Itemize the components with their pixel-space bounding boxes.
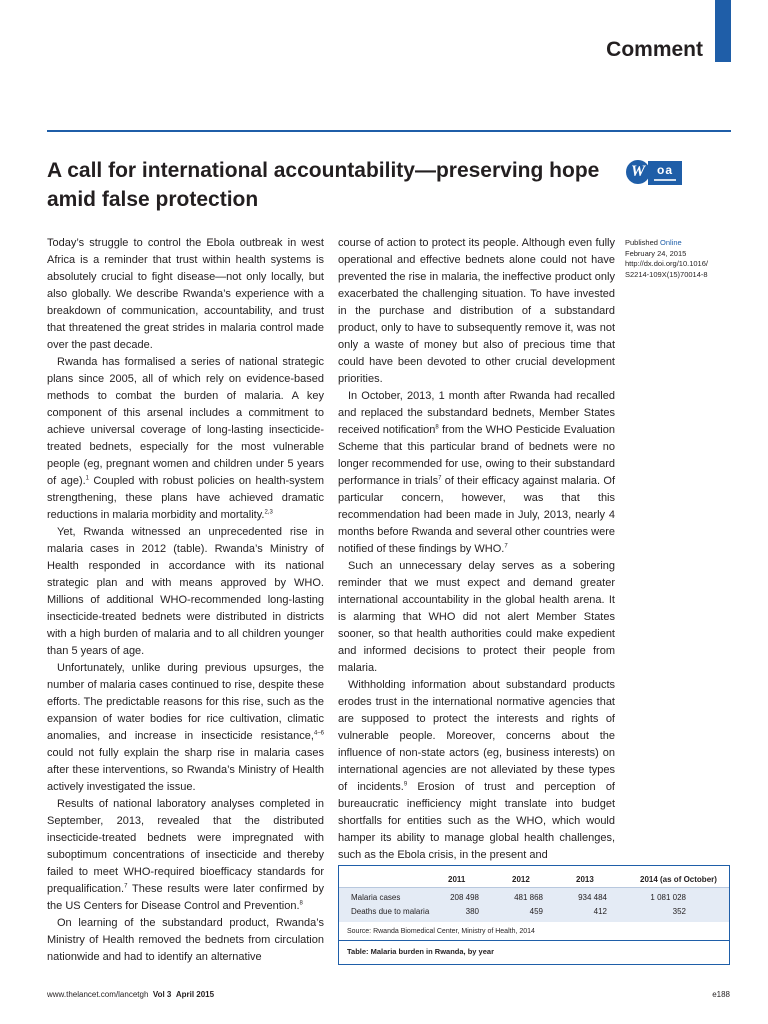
- paragraph-text: Erosion of trust and perception of bureaucratic inefficiency might translate into budget shortfalls for entities such as the WHO, which would hamper its ability to manage global health challenges, such as the Ebola crisis, in the present and: [338, 781, 615, 861]
- table-cell: 1 081 028: [650, 893, 686, 902]
- volume: Vol 3: [152, 990, 172, 999]
- table-cell: 481 868: [514, 893, 543, 902]
- paragraph: [47, 354, 324, 524]
- row-label: Malaria cases: [351, 893, 401, 902]
- table-caption: Table: Malaria burden in Rwanda, by year: [347, 947, 494, 956]
- paragraph: [338, 235, 615, 388]
- paragraph-text: Rwanda has formalised a series of national strategic plans since 2005, all of which rely on evidence-based methods to combat the burden of malaria. A key component of this arsenal includes a commitment to achieve universal coverage of long-lasting insecticide-treated bednets, especially for the most vulnerable people (eg, pregnant women and children under 5 years of age).: [47, 356, 324, 487]
- reference-marker[interactable]: 2,3: [264, 509, 273, 516]
- paragraph: [47, 915, 324, 966]
- table-body: [339, 888, 729, 922]
- w-badge-icon[interactable]: W: [626, 160, 650, 184]
- open-access-label: oa: [656, 163, 673, 177]
- paragraph: [338, 388, 615, 558]
- paragraph-text: Yet, Rwanda witnessed an unprecedented rise in malaria cases in 2012 (table). Rwanda’s Ministry of Health responded in accordance with its national strategic plan and with means approved by WHO. Millions of additional WHO-recommended long-lasting insecticide-treated bednets were distributed in districts with a high burden of malaria and to all children younger than 5 years of age.: [47, 526, 324, 657]
- page-number: e188: [712, 990, 730, 999]
- paragraph-text: In October, 2013, 1 month after Rwanda had recalled and replaced the substandard bednets, Member States received notification: [338, 390, 615, 436]
- paragraph-text: On learning of the substandard product, Rwanda’s Ministry of Health removed the bednets from circulation nationwide and had to identify an alternative: [47, 917, 324, 963]
- paragraph-text: Such an unnecessary delay serves as a sobering reminder that we must expect and demand greater international accountability in the global health arena. It is alarming that WHO did not alert Member States sooner, so that health authorities could make expedient and informed decisions to protect their people from malaria.: [338, 560, 615, 674]
- publication-sidenote: [625, 238, 725, 280]
- paragraph-text: Unfortunately, unlike during previous upsurges, the number of malaria cases continued to rise, despite these efforts. The predictable reasons for this rise, such as the expansion of water bodies for rice cultivation, climatic anomalies, and increase in insecticide resistance,: [47, 662, 324, 742]
- paragraph-text: Withholding information about substandard products erodes trust in the international normative agencies that are supposed to protect the interests and rights of vulnerable people. Moreover, concerns about the influence of non-state actors (eg, business interests) on international agencies are not alleviated by these types of incidents.: [338, 679, 615, 793]
- reference-marker[interactable]: 7: [504, 543, 508, 550]
- malaria-table: [338, 865, 730, 965]
- column-header: 2013: [576, 875, 594, 884]
- journal-url[interactable]: www.thelancet.com/lancetgh: [47, 990, 149, 999]
- row-label: Deaths due to malaria: [351, 907, 430, 916]
- table-cell: 412: [593, 907, 607, 916]
- paragraph-text: course of action to protect its people. Although even fully operational and effective bednets alone could not have prevented the rise in malaria, the ineffective product only exacerbated the challenging situation. To have invested in the purchase and distribution of a substandard product, only to have to subsequently remove it, was not only a waste of money but also of precious time that could have been devoted to other crucial development priorities.: [338, 237, 615, 385]
- reference-marker[interactable]: 8: [299, 900, 303, 907]
- reference-marker[interactable]: 4–6: [313, 730, 324, 737]
- body-column-1: [47, 235, 324, 966]
- article-title: A call for international accountability—preserving hope amid false protection: [47, 159, 600, 211]
- paragraph-text: Results of national laboratory analyses completed in September, 2013, revealed that the distributed insecticide-treated bednets were impregnated with suboptimum concentrations of insecticide and thereby failed to meet WHO-required bioefficacy standards for prequalification.: [47, 798, 324, 895]
- paragraph-text: of their efficacy against malaria. Of particular concern, however, was that this recommendation had been made in July, 2013, nearly 4 months before Rwanda and several other countries were notified of these findings by WHO.: [338, 475, 615, 555]
- paragraph-text: These results were later confirmed by the US Centers for Disease Control and Prevention.: [47, 883, 324, 912]
- footer-journal: [47, 990, 214, 999]
- doi-link[interactable]: http://dx.doi.org/10.1016/: [625, 259, 708, 268]
- paragraph-text: Today’s struggle to control the Ebola outbreak in west Africa is a reminder that trust within health systems is absolutely crucial to fight disease—not only locally, but also globally. We describe Rwanda’s experience with a breakdown of communication, accountability, and trust that threatened the great strides in malaria control made over the past decade.: [47, 237, 324, 351]
- column-header: 2012: [512, 875, 530, 884]
- reference-marker[interactable]: 9: [403, 781, 408, 788]
- section-tab-bar: [715, 0, 731, 62]
- paragraph-text: from the WHO Pesticide Evaluation Scheme that this particular brand of bednets were no longer recommended for use, owing to their substandard performance in trials: [338, 424, 615, 487]
- doi-link-cont[interactable]: S2214-109X(15)70014-8: [625, 269, 708, 279]
- body-column-2: [338, 235, 615, 864]
- paragraph: [47, 235, 324, 354]
- header-rule: [47, 130, 731, 132]
- online-link[interactable]: Online: [660, 238, 682, 247]
- table-cell: 459: [529, 907, 543, 916]
- open-access-underline: [654, 179, 676, 181]
- reference-marker[interactable]: 7: [438, 475, 442, 482]
- column-header: 2014 (as of October): [640, 875, 717, 884]
- paragraph: [47, 660, 324, 796]
- paragraph: [47, 524, 324, 660]
- issue-date: April 2015: [175, 990, 215, 999]
- published-label: Published: [625, 238, 658, 247]
- reference-marker[interactable]: 7: [124, 883, 128, 890]
- table-cell: 934 484: [578, 893, 607, 902]
- reference-marker[interactable]: 1: [85, 475, 90, 482]
- open-access-icon[interactable]: [648, 161, 682, 185]
- reference-marker[interactable]: 8: [435, 424, 439, 431]
- paragraph: [338, 558, 615, 677]
- table-divider: [339, 940, 729, 941]
- paragraph-text: Coupled with robust policies on health-system strengthening, these plans have achieved dramatic reductions in malaria morbidity and mortality.: [47, 475, 324, 521]
- table-source: Source: Rwanda Biomedical Center, Ministry of Health, 2014: [347, 928, 535, 935]
- table-header: [339, 866, 729, 888]
- paragraph: [47, 796, 324, 915]
- table-cell: 352: [672, 907, 686, 916]
- paragraph-text: could not fully explain the sharp rise in malaria cases after these interventions, so Rwanda’s Ministry of Health actively investigated the issue.: [47, 747, 324, 793]
- paragraph: [338, 677, 615, 864]
- section-label: Comment: [606, 38, 703, 61]
- table-cell: 208 498: [450, 893, 479, 902]
- column-header: 2011: [448, 875, 466, 884]
- published-date: February 24, 2015: [625, 248, 687, 258]
- table-cell: 380: [465, 907, 479, 916]
